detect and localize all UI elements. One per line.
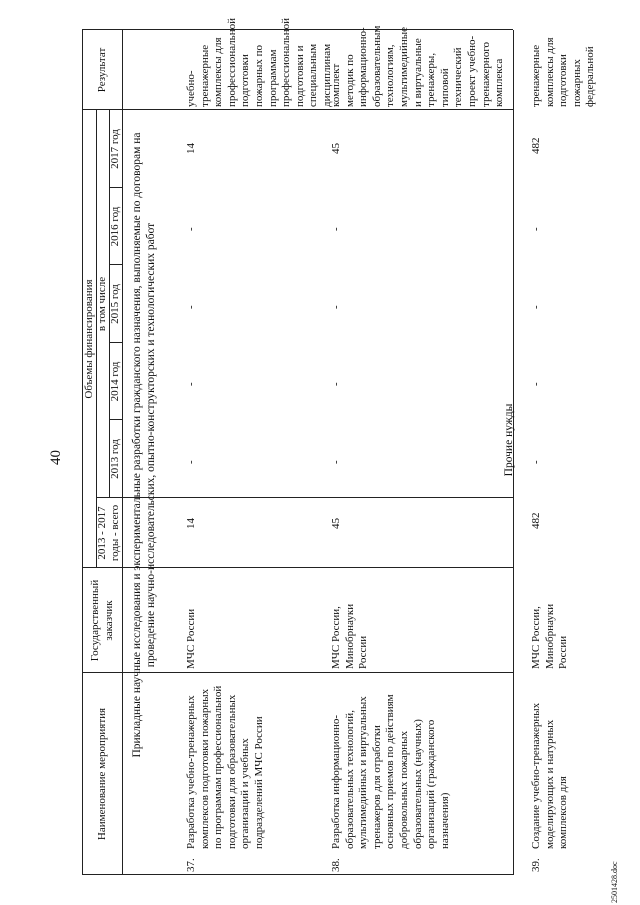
row-result: учебно-тренажерные комплексы для профессиональной подготовки пожарных по программам профессиональной подготовки и специальным дисциплинам xyxy=(185,18,333,107)
row-customer: МЧС России, Минобрнауки России xyxy=(330,603,370,669)
row-value-2014: - xyxy=(185,382,197,386)
page-number: 40 xyxy=(48,450,64,465)
header-year: 2013 год xyxy=(109,439,121,479)
row-total: 482 xyxy=(530,512,542,529)
row-value-2015: - xyxy=(330,305,342,309)
row-name: Разработка учебно-тренажерных комплексов подготовки пожарных по программам профессиональной подготовки для образовательных организаций и учебных подразделений МЧС России xyxy=(185,685,265,849)
header-volumes: Объемы финансирования xyxy=(83,279,95,399)
row-result: тренажерные комплексы для подготовки пожарных федеральной xyxy=(530,37,597,107)
section-title: Прочие нужды xyxy=(503,403,515,477)
row-value-2017: 14 xyxy=(185,143,197,154)
row-value-2014: - xyxy=(530,382,542,386)
col-divider-result xyxy=(82,109,513,110)
row-value-2016: - xyxy=(185,227,197,231)
row-name: Создание учебно-тренажерных моделирующих и натурных комплексов для xyxy=(530,702,570,849)
header-total-sub: годы - всего xyxy=(109,504,121,562)
row-value-2014: - xyxy=(330,382,342,386)
col-divider-2013 xyxy=(96,497,513,498)
header-year: 2014 год xyxy=(109,361,121,402)
row-value-2017: 45 xyxy=(330,143,342,154)
row-result: комплект методик по информационно-образовательным технологиям, мультимедийные и виртуальные тренажеры, типовой технический проект учебно-тренажерного комплекса xyxy=(330,25,506,107)
row-value-2013: - xyxy=(330,460,342,464)
header-year: 2016 год xyxy=(109,206,121,247)
col-left-border xyxy=(82,874,513,875)
document-filename: 2501428.doc xyxy=(610,861,619,903)
row-value-2015: - xyxy=(185,305,197,309)
row-number: 37. xyxy=(185,858,197,872)
row-value-2016: - xyxy=(330,227,342,231)
row-customer: МЧС России, Минобрнауки России xyxy=(530,603,570,669)
row-value-2017: 482 xyxy=(530,137,542,154)
row-number: 38. xyxy=(330,858,342,872)
header-incl: в том числе xyxy=(96,276,108,332)
header-total-period: 2013 - 2017 xyxy=(96,506,108,560)
row-name: Разработка информационно-образовательных технологий, мультимедийных и виртуальных тренажеров для отработки основных приемов по действиям добровольных пожарных образовательных (научных) организаций (гражданского назначения) xyxy=(330,694,451,849)
row-value-2013: - xyxy=(530,460,542,464)
row-total: 14 xyxy=(185,518,197,529)
row-total: 45 xyxy=(330,518,342,529)
header-year: 2015 год xyxy=(109,284,121,324)
row-value-2013: - xyxy=(185,460,197,464)
header-result: Результат xyxy=(96,47,108,93)
row-value-2015: - xyxy=(530,305,542,309)
row-number: 39. xyxy=(530,858,542,872)
section-title: Прикладные научные исследования и экспериментальные разработки гражданского назначения, выполняемые по договорам на проведение научно-исследовательских, опытно-конструкторских и технологических работ xyxy=(131,132,157,758)
col-right-border xyxy=(82,29,513,30)
header-customer: Государственный заказчик xyxy=(89,579,115,662)
header-year: 2017 год xyxy=(109,129,121,169)
row-value-2016: - xyxy=(530,227,542,231)
header-name: Наименование мероприятия xyxy=(96,707,108,841)
row-customer: МЧС России xyxy=(185,608,197,669)
